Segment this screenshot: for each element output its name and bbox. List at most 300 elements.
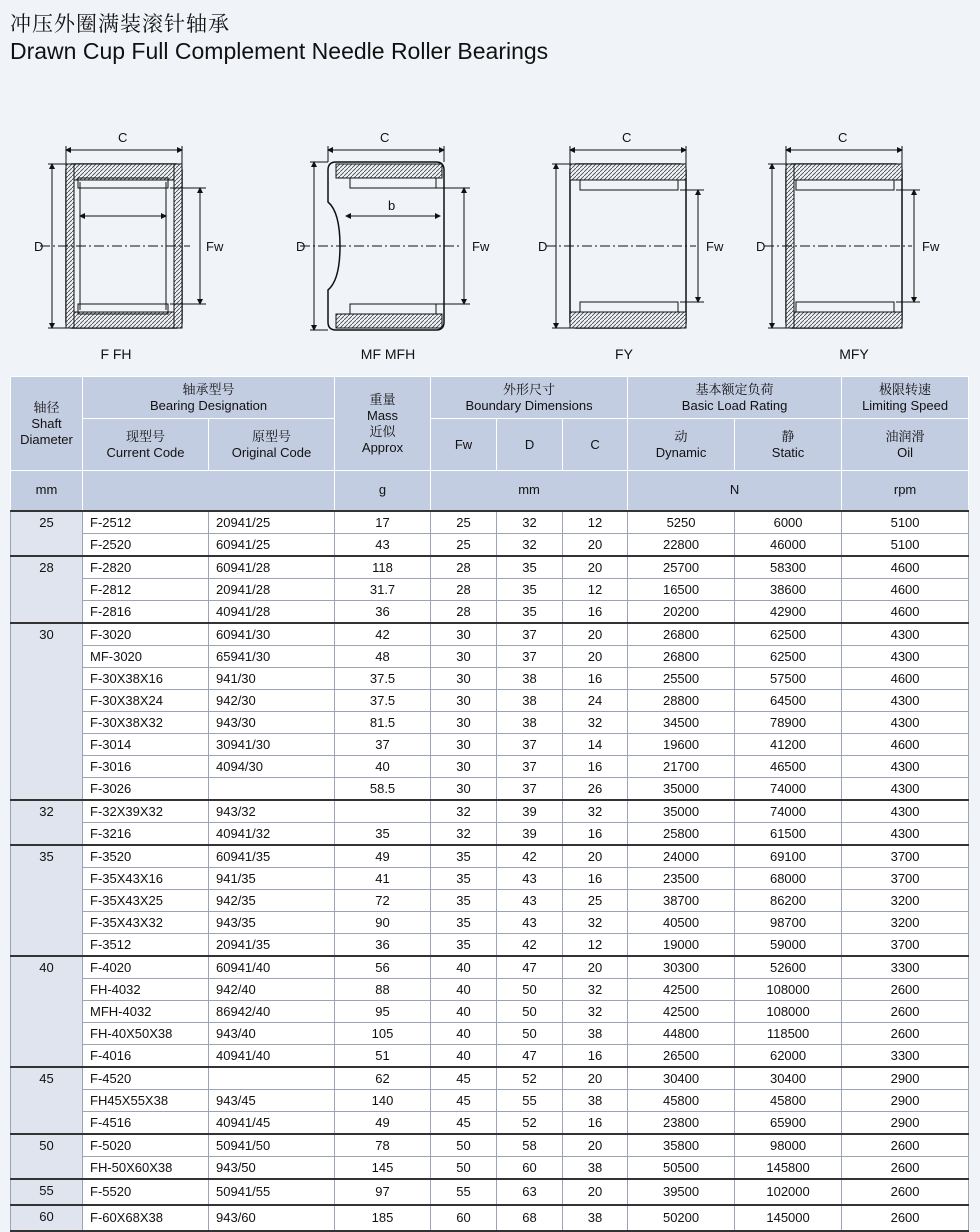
c-cell: 32 xyxy=(563,1000,628,1022)
d-cell: 38 xyxy=(497,689,563,711)
current-code-cell: FH-4032 xyxy=(83,978,209,1000)
dynamic-cell: 38700 xyxy=(628,889,735,911)
static-cell: 57500 xyxy=(735,667,842,689)
d-cell: 58 xyxy=(497,1134,563,1157)
shaft-cell: 28 xyxy=(11,556,83,623)
unit-blank xyxy=(83,471,335,511)
original-code-cell: 40941/32 xyxy=(209,822,335,845)
mass-cell: 40 xyxy=(335,755,431,777)
original-code-cell: 943/30 xyxy=(209,711,335,733)
dim-c-2: C xyxy=(380,130,390,145)
c-cell: 20 xyxy=(563,645,628,667)
table-row xyxy=(11,956,969,979)
original-code-cell: 941/35 xyxy=(209,867,335,889)
shaft-cell: 32 xyxy=(11,800,83,845)
table-row xyxy=(11,911,969,933)
c-cell: 20 xyxy=(563,845,628,868)
speed-cell: 3300 xyxy=(842,956,969,979)
original-code-cell: 40941/45 xyxy=(209,1111,335,1134)
current-code-header: 现型号 Current Code xyxy=(83,419,209,471)
speed-cell: 5100 xyxy=(842,511,969,534)
mass-cell: 62 xyxy=(335,1067,431,1090)
c-cell: 12 xyxy=(563,511,628,534)
dynamic-cell: 30300 xyxy=(628,956,735,979)
c-cell: 14 xyxy=(563,733,628,755)
mass-cell: 49 xyxy=(335,1111,431,1134)
dynamic-cell: 25800 xyxy=(628,822,735,845)
static-cell: 108000 xyxy=(735,1000,842,1022)
fw-cell: 30 xyxy=(431,755,497,777)
unit-mm-boundary: mm xyxy=(431,471,628,511)
dynamic-cell: 30400 xyxy=(628,1067,735,1090)
shaft-cell: 50 xyxy=(11,1134,83,1179)
static-cell: 6000 xyxy=(735,511,842,534)
dim-d-1: D xyxy=(34,239,44,254)
original-code-cell xyxy=(209,777,335,800)
current-code-cell: F-30X38X24 xyxy=(83,689,209,711)
table-row xyxy=(11,1022,969,1044)
table-header xyxy=(11,377,969,511)
mass-cell: 41 xyxy=(335,867,431,889)
c-cell: 16 xyxy=(563,755,628,777)
dynamic-cell: 34500 xyxy=(628,711,735,733)
table-row xyxy=(11,1000,969,1022)
unit-mm-shaft: mm xyxy=(11,471,83,511)
mass-cell: 140 xyxy=(335,1089,431,1111)
d-cell: 35 xyxy=(497,600,563,623)
c-cell: 32 xyxy=(563,800,628,823)
load-rating-header: 基本额定负荷 Basic Load Rating xyxy=(628,377,842,419)
d-cell: 52 xyxy=(497,1067,563,1090)
c-cell: 16 xyxy=(563,1111,628,1134)
d-cell: 60 xyxy=(497,1156,563,1179)
dynamic-cell: 22800 xyxy=(628,533,735,556)
dynamic-cell: 50500 xyxy=(628,1156,735,1179)
dim-d-2: D xyxy=(296,239,306,254)
dynamic-cell: 35800 xyxy=(628,1134,735,1157)
current-code-cell: F-32X39X32 xyxy=(83,800,209,823)
d-cell: 39 xyxy=(497,822,563,845)
dynamic-cell: 19600 xyxy=(628,733,735,755)
dim-d-4: D xyxy=(756,239,766,254)
static-cell: 61500 xyxy=(735,822,842,845)
caption-mf-mfh: MF MFH xyxy=(360,346,416,362)
original-code-cell: 65941/30 xyxy=(209,645,335,667)
dynamic-cell: 35000 xyxy=(628,800,735,823)
speed-cell: 4300 xyxy=(842,689,969,711)
d-cell: 37 xyxy=(497,623,563,646)
speed-cell: 2600 xyxy=(842,1134,969,1157)
speed-cell: 5100 xyxy=(842,533,969,556)
c-header: C xyxy=(563,419,628,471)
static-cell: 74000 xyxy=(735,800,842,823)
original-code-cell: 60941/25 xyxy=(209,533,335,556)
table-row xyxy=(11,867,969,889)
drawing-fy xyxy=(546,146,704,328)
speed-cell: 4600 xyxy=(842,556,969,579)
drawing-mfy xyxy=(764,146,920,328)
static-cell: 68000 xyxy=(735,867,842,889)
current-code-cell: F-4020 xyxy=(83,956,209,979)
c-cell: 25 xyxy=(563,889,628,911)
speed-cell: 3700 xyxy=(842,933,969,956)
static-cell: 46000 xyxy=(735,533,842,556)
fw-cell: 40 xyxy=(431,1022,497,1044)
dim-b-2: b xyxy=(388,198,396,213)
fw-cell: 25 xyxy=(431,533,497,556)
fw-cell: 25 xyxy=(431,511,497,534)
mass-cell: 185 xyxy=(335,1205,431,1231)
current-code-cell: F-3216 xyxy=(83,822,209,845)
current-code-cell: F-35X43X32 xyxy=(83,911,209,933)
table-row xyxy=(11,933,969,956)
speed-header: 极限转速 Limiting Speed xyxy=(842,377,969,419)
fw-cell: 45 xyxy=(431,1089,497,1111)
original-code-cell: 943/40 xyxy=(209,1022,335,1044)
dynamic-cell: 26800 xyxy=(628,623,735,646)
dynamic-cell: 23500 xyxy=(628,867,735,889)
drawings-svg xyxy=(0,120,980,370)
table-row xyxy=(11,578,969,600)
table-row xyxy=(11,800,969,823)
static-cell: 65900 xyxy=(735,1111,842,1134)
current-code-cell: FH-40X50X38 xyxy=(83,1022,209,1044)
mass-cell: 36 xyxy=(335,933,431,956)
current-code-cell: FH-50X60X38 xyxy=(83,1156,209,1179)
original-code-cell: 943/60 xyxy=(209,1205,335,1231)
original-code-cell: 20941/28 xyxy=(209,578,335,600)
speed-cell: 4600 xyxy=(842,667,969,689)
c-cell: 20 xyxy=(563,623,628,646)
dim-c-4: C xyxy=(838,130,848,145)
speed-cell: 3700 xyxy=(842,845,969,868)
static-cell: 62500 xyxy=(735,645,842,667)
boundary-header: 外形尺寸 Boundary Dimensions xyxy=(431,377,628,419)
c-cell: 38 xyxy=(563,1205,628,1231)
table-row xyxy=(11,889,969,911)
dynamic-cell: 45800 xyxy=(628,1089,735,1111)
original-code-cell: 942/30 xyxy=(209,689,335,711)
static-cell: 62000 xyxy=(735,1044,842,1067)
c-cell: 20 xyxy=(563,1067,628,1090)
dim-c-3: C xyxy=(622,130,632,145)
designation-header: 轴承型号 Bearing Designation xyxy=(83,377,335,419)
d-cell: 52 xyxy=(497,1111,563,1134)
shaft-diameter-header: 轴径 Shaft Diameter xyxy=(11,377,83,471)
speed-cell: 3700 xyxy=(842,867,969,889)
speed-cell: 2600 xyxy=(842,978,969,1000)
mass-cell: 95 xyxy=(335,1000,431,1022)
static-cell: 58300 xyxy=(735,556,842,579)
static-cell: 62500 xyxy=(735,623,842,646)
mass-cell: 72 xyxy=(335,889,431,911)
fw-cell: 30 xyxy=(431,623,497,646)
c-cell: 12 xyxy=(563,933,628,956)
speed-cell: 4300 xyxy=(842,755,969,777)
unit-n: N xyxy=(628,471,842,511)
caption-mfy: MFY xyxy=(839,346,869,362)
mass-cell: 37.5 xyxy=(335,667,431,689)
static-cell: 74000 xyxy=(735,777,842,800)
fw-cell: 60 xyxy=(431,1205,497,1231)
table-row xyxy=(11,711,969,733)
static-cell: 102000 xyxy=(735,1179,842,1205)
d-cell: 38 xyxy=(497,667,563,689)
dim-d-3: D xyxy=(538,239,548,254)
c-cell: 24 xyxy=(563,689,628,711)
mass-cell xyxy=(335,800,431,823)
d-cell: 37 xyxy=(497,777,563,800)
d-cell: 38 xyxy=(497,711,563,733)
table-row xyxy=(11,667,969,689)
dynamic-cell: 26500 xyxy=(628,1044,735,1067)
fw-cell: 32 xyxy=(431,800,497,823)
table-row xyxy=(11,1134,969,1157)
unit-g: g xyxy=(335,471,431,511)
table-row xyxy=(11,511,969,534)
speed-cell: 2600 xyxy=(842,1205,969,1231)
original-code-cell: 86942/40 xyxy=(209,1000,335,1022)
mass-cell: 56 xyxy=(335,956,431,979)
original-code-cell: 20941/35 xyxy=(209,933,335,956)
table-row xyxy=(11,689,969,711)
original-code-cell: 942/35 xyxy=(209,889,335,911)
shaft-cell: 35 xyxy=(11,845,83,956)
dynamic-cell: 39500 xyxy=(628,1179,735,1205)
mass-cell: 31.7 xyxy=(335,578,431,600)
mass-cell: 51 xyxy=(335,1044,431,1067)
d-cell: 35 xyxy=(497,556,563,579)
dynamic-cell: 24000 xyxy=(628,845,735,868)
fw-cell: 50 xyxy=(431,1156,497,1179)
fw-header: Fw xyxy=(431,419,497,471)
speed-cell: 4600 xyxy=(842,733,969,755)
speed-cell: 4300 xyxy=(842,777,969,800)
fw-cell: 35 xyxy=(431,933,497,956)
current-code-cell: F-35X43X25 xyxy=(83,889,209,911)
fw-cell: 30 xyxy=(431,689,497,711)
fw-cell: 35 xyxy=(431,889,497,911)
d-cell: 47 xyxy=(497,1044,563,1067)
unit-rpm: rpm xyxy=(842,471,969,511)
original-code-header: 原型号 Original Code xyxy=(209,419,335,471)
dynamic-cell: 42500 xyxy=(628,978,735,1000)
fw-cell: 40 xyxy=(431,1044,497,1067)
original-code-cell: 943/45 xyxy=(209,1089,335,1111)
speed-cell: 4300 xyxy=(842,645,969,667)
dynamic-cell: 16500 xyxy=(628,578,735,600)
fw-cell: 35 xyxy=(431,845,497,868)
c-cell: 38 xyxy=(563,1156,628,1179)
static-cell: 108000 xyxy=(735,978,842,1000)
fw-cell: 28 xyxy=(431,578,497,600)
mass-cell: 43 xyxy=(335,533,431,556)
c-cell: 16 xyxy=(563,867,628,889)
table-row xyxy=(11,978,969,1000)
shaft-cell: 45 xyxy=(11,1067,83,1134)
fw-cell: 35 xyxy=(431,867,497,889)
speed-cell: 3200 xyxy=(842,889,969,911)
d-cell: 43 xyxy=(497,911,563,933)
original-code-cell: 40941/28 xyxy=(209,600,335,623)
current-code-cell: F-35X43X16 xyxy=(83,867,209,889)
mass-cell: 17 xyxy=(335,511,431,534)
c-cell: 20 xyxy=(563,556,628,579)
fw-cell: 30 xyxy=(431,733,497,755)
mass-cell: 35 xyxy=(335,822,431,845)
current-code-cell: F-4520 xyxy=(83,1067,209,1090)
table-row xyxy=(11,1156,969,1179)
dynamic-cell: 5250 xyxy=(628,511,735,534)
dynamic-cell: 44800 xyxy=(628,1022,735,1044)
d-cell: 55 xyxy=(497,1089,563,1111)
static-cell: 118500 xyxy=(735,1022,842,1044)
fw-cell: 28 xyxy=(431,556,497,579)
shaft-cell: 40 xyxy=(11,956,83,1067)
static-cell: 145800 xyxy=(735,1156,842,1179)
fw-cell: 40 xyxy=(431,978,497,1000)
current-code-cell: F-5020 xyxy=(83,1134,209,1157)
speed-cell: 3300 xyxy=(842,1044,969,1067)
current-code-cell: F-30X38X16 xyxy=(83,667,209,689)
mass-cell: 49 xyxy=(335,845,431,868)
fw-cell: 40 xyxy=(431,1000,497,1022)
speed-cell: 2900 xyxy=(842,1111,969,1134)
static-cell: 64500 xyxy=(735,689,842,711)
c-cell: 38 xyxy=(563,1022,628,1044)
d-cell: 47 xyxy=(497,956,563,979)
table-row xyxy=(11,556,969,579)
c-cell: 16 xyxy=(563,1044,628,1067)
d-cell: 68 xyxy=(497,1205,563,1231)
c-cell: 20 xyxy=(563,533,628,556)
static-cell: 38600 xyxy=(735,578,842,600)
d-cell: 50 xyxy=(497,1000,563,1022)
c-cell: 16 xyxy=(563,600,628,623)
current-code-cell: MF-3020 xyxy=(83,645,209,667)
fw-cell: 40 xyxy=(431,956,497,979)
current-code-cell: F-2816 xyxy=(83,600,209,623)
table-row xyxy=(11,1205,969,1231)
c-cell: 20 xyxy=(563,1179,628,1205)
static-cell: 86200 xyxy=(735,889,842,911)
original-code-cell: 50941/55 xyxy=(209,1179,335,1205)
d-cell: 37 xyxy=(497,755,563,777)
table-row xyxy=(11,822,969,845)
dim-c-1: C xyxy=(118,130,128,145)
mass-cell: 88 xyxy=(335,978,431,1000)
original-code-cell: 943/50 xyxy=(209,1156,335,1179)
dynamic-cell: 42500 xyxy=(628,1000,735,1022)
original-code-cell: 60941/28 xyxy=(209,556,335,579)
current-code-cell: F-2820 xyxy=(83,556,209,579)
c-cell: 16 xyxy=(563,667,628,689)
mass-cell: 58.5 xyxy=(335,777,431,800)
original-code-cell: 4094/30 xyxy=(209,755,335,777)
current-code-cell: F-3014 xyxy=(83,733,209,755)
current-code-cell: F-3026 xyxy=(83,777,209,800)
mass-cell: 90 xyxy=(335,911,431,933)
d-cell: 32 xyxy=(497,511,563,534)
shaft-cell: 30 xyxy=(11,623,83,800)
original-code-cell: 60941/40 xyxy=(209,956,335,979)
fw-cell: 50 xyxy=(431,1134,497,1157)
dim-fw-4: Fw xyxy=(922,239,940,254)
c-cell: 26 xyxy=(563,777,628,800)
dynamic-cell: 26800 xyxy=(628,645,735,667)
drawing-mf-mfh xyxy=(300,146,470,330)
oil-header: 油润滑 Oil xyxy=(842,419,969,471)
dim-fw-3: Fw xyxy=(706,239,724,254)
current-code-cell: F-2812 xyxy=(83,578,209,600)
fw-cell: 55 xyxy=(431,1179,497,1205)
dynamic-cell: 25500 xyxy=(628,667,735,689)
dynamic-cell: 35000 xyxy=(628,777,735,800)
speed-cell: 2600 xyxy=(842,1179,969,1205)
mass-cell: 105 xyxy=(335,1022,431,1044)
dynamic-cell: 21700 xyxy=(628,755,735,777)
dynamic-cell: 23800 xyxy=(628,1111,735,1134)
original-code-cell: 60941/30 xyxy=(209,623,335,646)
caption-fy: FY xyxy=(615,346,633,362)
speed-cell: 2900 xyxy=(842,1067,969,1090)
static-header: 静 Static xyxy=(735,419,842,471)
current-code-cell: F-4016 xyxy=(83,1044,209,1067)
static-cell: 78900 xyxy=(735,711,842,733)
fw-cell: 32 xyxy=(431,822,497,845)
fw-cell: 30 xyxy=(431,711,497,733)
fw-cell: 45 xyxy=(431,1111,497,1134)
mass-cell: 118 xyxy=(335,556,431,579)
table-row xyxy=(11,1089,969,1111)
c-cell: 20 xyxy=(563,956,628,979)
current-code-cell: F-4516 xyxy=(83,1111,209,1134)
dynamic-cell: 19000 xyxy=(628,933,735,956)
original-code-cell: 50941/50 xyxy=(209,1134,335,1157)
d-cell: 37 xyxy=(497,733,563,755)
table-row xyxy=(11,733,969,755)
speed-cell: 4600 xyxy=(842,600,969,623)
current-code-cell: F-30X38X32 xyxy=(83,711,209,733)
current-code-cell: F-3512 xyxy=(83,933,209,956)
table-row xyxy=(11,645,969,667)
mass-cell: 97 xyxy=(335,1179,431,1205)
table-row xyxy=(11,1179,969,1205)
speed-cell: 4300 xyxy=(842,800,969,823)
mass-cell: 37 xyxy=(335,733,431,755)
d-cell: 42 xyxy=(497,845,563,868)
d-cell: 50 xyxy=(497,978,563,1000)
table-row xyxy=(11,600,969,623)
dynamic-cell: 50200 xyxy=(628,1205,735,1231)
drawing-f-fh xyxy=(40,146,206,328)
original-code-cell: 40941/40 xyxy=(209,1044,335,1067)
table-row xyxy=(11,755,969,777)
d-header: D xyxy=(497,419,563,471)
static-cell: 46500 xyxy=(735,755,842,777)
d-cell: 42 xyxy=(497,933,563,956)
table-row xyxy=(11,1067,969,1090)
table-row xyxy=(11,1111,969,1134)
table-row xyxy=(11,777,969,800)
static-cell: 59000 xyxy=(735,933,842,956)
bearing-table xyxy=(10,376,969,1232)
d-cell: 43 xyxy=(497,889,563,911)
static-cell: 42900 xyxy=(735,600,842,623)
title-chinese: 冲压外圈满装滚针轴承 xyxy=(10,12,230,36)
current-code-cell: F-2512 xyxy=(83,511,209,534)
d-cell: 35 xyxy=(497,578,563,600)
